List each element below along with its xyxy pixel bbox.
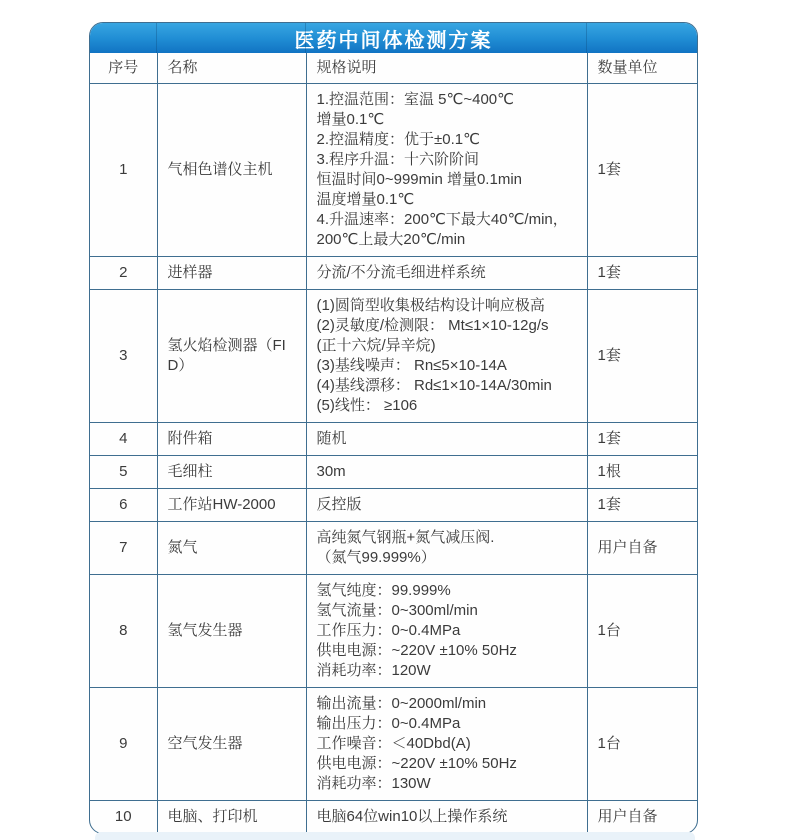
row-spec-cell	[306, 522, 587, 575]
spec-table-header	[90, 53, 697, 84]
table-row	[90, 456, 697, 489]
row-name-cell: 毛细柱	[157, 456, 306, 489]
spec-line: 30m	[316, 463, 346, 480]
spec-line: 氢气纯度：99.999%	[316, 582, 451, 599]
spec-line: 工作噪音：＜40Dbd(A)	[316, 735, 471, 752]
row-name-cell: 氮气	[157, 522, 306, 575]
spec-line: 高纯氮气钢瓶+氮气减压阀.	[316, 529, 495, 546]
spec-table	[90, 53, 697, 833]
table-row	[90, 575, 697, 688]
row-qty-cell: 1台	[587, 688, 697, 801]
table-row	[90, 801, 697, 834]
header-row	[90, 53, 697, 84]
spec-line: 200℃上最大20℃/min	[316, 231, 466, 248]
row-no-cell: 10	[90, 801, 157, 834]
row-spec-cell	[306, 688, 587, 801]
table-row	[90, 522, 697, 575]
row-no-cell: 3	[90, 290, 157, 423]
row-spec-cell	[306, 84, 587, 257]
spec-line: 随机	[316, 430, 347, 447]
spec-line: 供电电源：~220V ±10% 50Hz	[316, 755, 517, 772]
spec-line: 电脑64位win10以上操作系统	[316, 808, 508, 825]
row-name-cell: 氢气发生器	[157, 575, 306, 688]
spec-line: 温度增量0.1℃	[316, 191, 415, 208]
row-no-cell: 2	[90, 257, 157, 290]
spec-line: (4)基线漂移： Rd≤1×10-14A/30min	[316, 377, 552, 394]
row-name-cell: 工作站HW-2000	[157, 489, 306, 522]
row-name-cell: 电脑、打印机	[157, 801, 306, 834]
row-no-cell: 7	[90, 522, 157, 575]
spec-line: 工作压力：0~0.4MPa	[316, 622, 461, 639]
table-row	[90, 688, 697, 801]
table-row	[90, 84, 697, 257]
spec-line: (正十六烷/异辛烷)	[316, 337, 436, 354]
row-name-cell: 附件箱	[157, 423, 306, 456]
spec-line: 分流/不分流毛细进样系统	[316, 264, 486, 281]
spec-line: 消耗功率：130W	[316, 775, 431, 792]
row-qty-cell: 用户自备	[587, 522, 697, 575]
spec-line: (2)灵敏度/检测限： Mt≤1×10-12g/s	[316, 317, 549, 334]
col-header-qty: 数量单位	[587, 53, 697, 84]
spec-line: 消耗功率：120W	[316, 662, 431, 679]
row-spec-cell	[306, 575, 587, 688]
row-spec-cell	[306, 456, 587, 489]
table-row	[90, 489, 697, 522]
title-band-divider	[305, 23, 306, 53]
row-spec-cell	[306, 423, 587, 456]
spec-line: 氢气流量：0~300ml/min	[316, 602, 478, 619]
row-spec-cell	[306, 489, 587, 522]
spec-line: 输出压力：0~0.4MPa	[316, 715, 461, 732]
col-header-no: 序号	[90, 53, 157, 84]
row-qty-cell: 1套	[587, 84, 697, 257]
spec-table-body	[90, 84, 697, 834]
table-title-bar	[90, 23, 697, 53]
row-no-cell: 4	[90, 423, 157, 456]
spec-line: (1)圆筒型收集极结构设计响应极高	[316, 297, 545, 314]
row-no-cell: 6	[90, 489, 157, 522]
row-no-cell: 8	[90, 575, 157, 688]
spec-line: 恒温时间0~999min 增量0.1min	[316, 171, 522, 188]
row-no-cell: 9	[90, 688, 157, 801]
spec-line: 2.控温精度：优于±0.1℃	[316, 131, 480, 148]
spec-line: (3)基线噪声： Rn≤5×10-14A	[316, 357, 507, 374]
spec-line: 增量0.1℃	[316, 111, 385, 128]
table-row	[90, 257, 697, 290]
row-qty-cell: 用户自备	[587, 801, 697, 834]
spec-line: (5)线性： ≥106	[316, 397, 418, 414]
row-spec-cell	[306, 290, 587, 423]
row-spec-cell	[306, 257, 587, 290]
row-name-cell: 氢火焰检测器（FID）	[157, 290, 306, 423]
spec-line: （氮气99.999%）	[316, 549, 436, 566]
row-qty-cell: 1套	[587, 290, 697, 423]
row-qty-cell: 1根	[587, 456, 697, 489]
row-spec-cell	[306, 801, 587, 834]
row-name-cell: 空气发生器	[157, 688, 306, 801]
row-qty-cell: 1台	[587, 575, 697, 688]
table-row	[90, 423, 697, 456]
spec-line: 4.升温速率：200℃下最大40℃/min，	[316, 211, 568, 228]
row-name-cell: 进样器	[157, 257, 306, 290]
row-qty-cell: 1套	[587, 257, 697, 290]
bottom-decor-strip	[95, 832, 695, 840]
table-row	[90, 290, 697, 423]
row-qty-cell: 1套	[587, 489, 697, 522]
row-qty-cell: 1套	[587, 423, 697, 456]
col-header-name: 名称	[157, 53, 306, 84]
spec-line: 输出流量：0~2000ml/min	[316, 695, 487, 712]
row-no-cell: 1	[90, 84, 157, 257]
spec-line: 3.程序升温：十六阶阶间	[316, 151, 480, 168]
title-band-divider	[156, 23, 157, 53]
page-title: 医药中间体检测方案	[294, 29, 493, 52]
spec-line: 反控版	[316, 496, 362, 513]
row-no-cell: 5	[90, 456, 157, 489]
spec-line: 1.控温范围：室温 5℃~400℃	[316, 91, 514, 108]
col-header-spec: 规格说明	[306, 53, 587, 84]
title-band-divider	[586, 23, 587, 53]
detection-plan-card	[89, 22, 698, 834]
spec-line: 供电电源：~220V ±10% 50Hz	[316, 642, 517, 659]
row-name-cell: 气相色谱仪主机	[157, 84, 306, 257]
